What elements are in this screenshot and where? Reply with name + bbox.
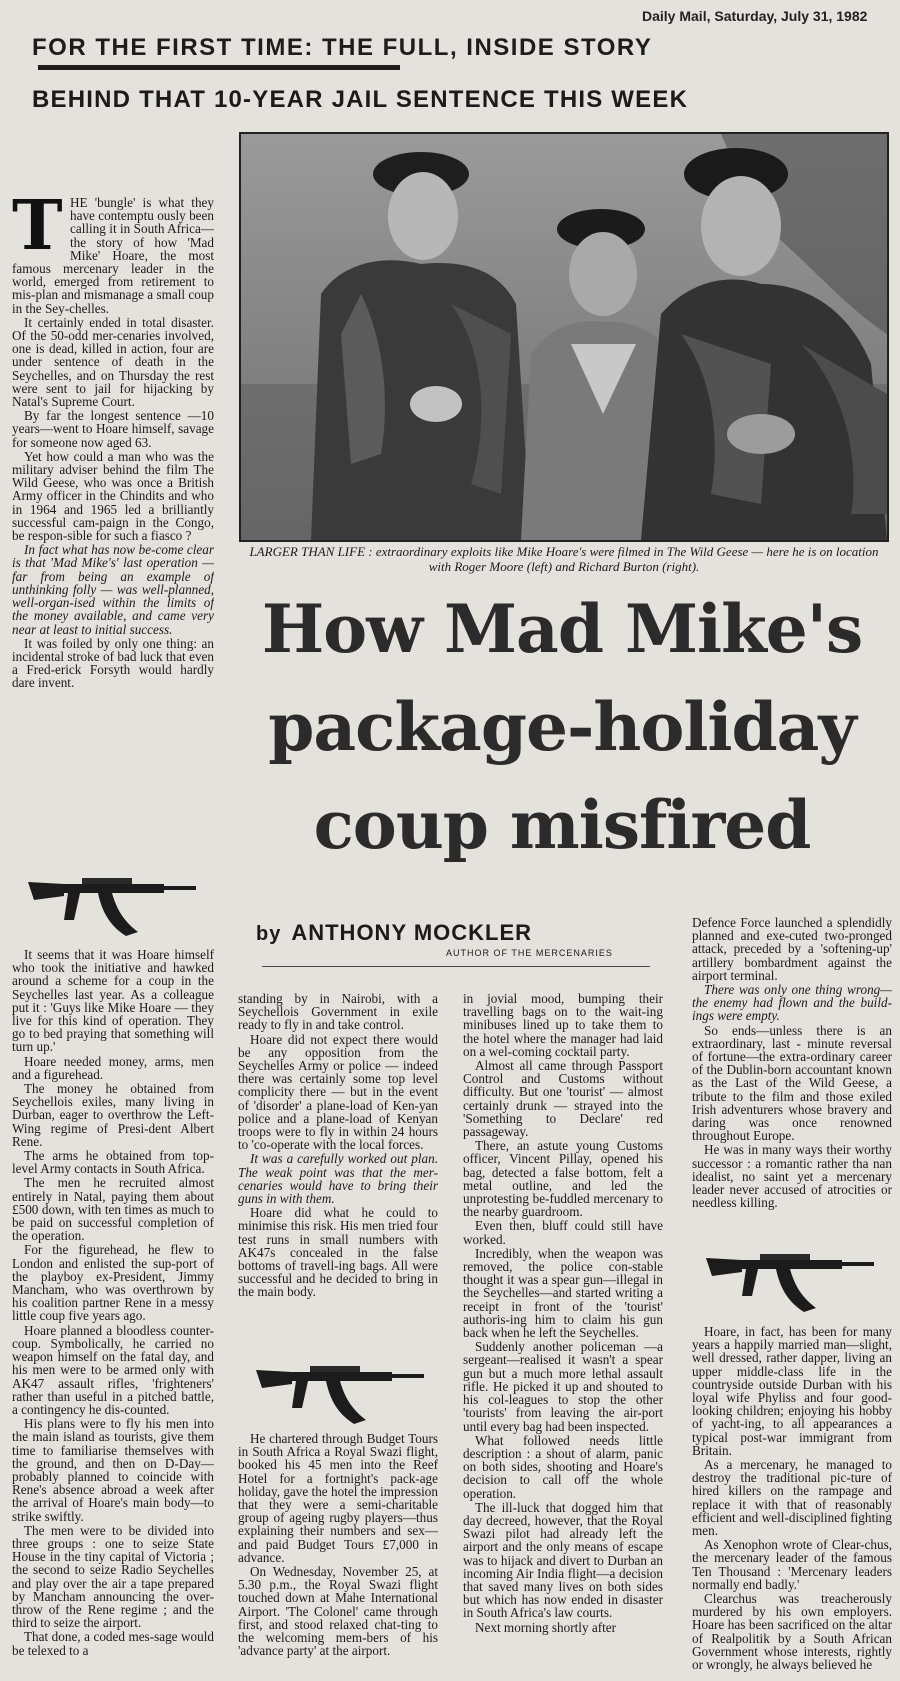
paragraph: As Xenophon wrote of Clear-chus, the mercenary leader of the famous Ten Thousand : 'Mercenary leaders normally end badly.' (692, 1537, 892, 1592)
byline-role: AUTHOR OF THE MERCENARIES (446, 948, 613, 958)
paragraph: Hoare needed money, arms, men and a figurehead. (12, 1053, 214, 1082)
paragraph: Clearchus was treacherously murdered by his own employers. Hoare has been sacrificed on the altar of Realpolitik by a South African Government whose interests, rightly or wrongly, he always believed he (692, 1591, 892, 1673)
headline-line-1: How Mad Mike's (261, 590, 863, 668)
column-2-bottom (238, 1432, 438, 1681)
paragraph: The men he recruited almost entirely in Natal, paying them about £500 down, with ten times as much to be paid on successful completion of the operation. (12, 1175, 214, 1244)
rifle-icon (256, 1350, 426, 1430)
paragraph: It seems that it was Hoare himself who took the initiative and hawked around a scheme for a coup in the Seychelles last year. As a colleague put it : 'Guys like Mike Hoare — they live for this kind of operation. They go to bed praying that something will turn up.' (12, 948, 214, 1055)
paragraph: As a mercenary, he managed to destroy the traditional pic-ture of hired killers on the rampage and replace it with that of reasonably efficient and well-disciplined fighting men. (692, 1457, 892, 1539)
column-4-bottom (692, 1325, 892, 1681)
paragraph: Almost all came through Passport Control and Customs without difficulty. But one 'tourist' — almost certainly drunk — strayed into the 'Something to Declare' red passageway. (463, 1058, 663, 1140)
column-2-top (238, 992, 438, 1338)
byline (256, 920, 532, 946)
column-3 (463, 992, 663, 1681)
dateline: Daily Mail, Saturday, July 31, 1982 (642, 8, 868, 24)
paragraph: Hoare did what he could to minimise this risk. His men tried four test runs in small numbers with AK47s concealed in the false bottoms of travell-ing bags. All were successful and he decided to bring in the main body. (238, 1205, 438, 1300)
column-4-top (692, 916, 892, 1236)
paragraph: Incredibly, when the weapon was removed, the police con-stable thought it was a spear gun—illegal in the Seychelles—and started writing a receipt in front of the 'tourist' authoris-ing him to claim his gun back when he left the Seychelles. (463, 1245, 663, 1341)
headline-line-3: coup misfired (313, 786, 811, 864)
paragraph: Yet how could a man who was the military adviser behind the film The Wild Geese, who was once a British Army officer in the Chindits and who in 1964 and 1965 led a brilliantly successful cam-paign in the Congo, be respon-sible for such a fiasco ? (12, 448, 214, 544)
paragraph: What followed needs little description : a shout of alarm, panic on both sides, shooting and Hoare's decision to call off the whole operation. (463, 1432, 663, 1501)
paragraph: The ill-luck that dogged him that day decreed, however, that the Royal Swazi pilot had already left the airport and the only means of escape was to hijack and divert to Durban an incoming Air India flight—a decision that saved many lives on both sides but which has now ended in disaster in South Africa's law courts. (463, 1499, 663, 1621)
paragraph-italic: It was a carefully worked out plan. The weak point was that the mer-cenaries would have to bring their guns in with them. (238, 1151, 438, 1207)
paragraph: He was in many ways their worthy successor : a romantic rather tha nan idealist, no saint yet a mercenary leader never accused of atrocities or needless killing. (692, 1142, 892, 1211)
rifle-icon (706, 1238, 876, 1318)
paragraph: His plans were to fly his men into the main island as tourists, give them time to familiarise themselves with the ground, and then on D-Day—probably planned to coincide with Rene's absence abroad a week after the arrival of Hoare's main body—to strike swiftly. (12, 1416, 214, 1524)
paragraph: Hoare, in fact, has been for many years a happily married man—slight, well dressed, rather dapper, living an upper middle-class life in the countryside outside Durban with his loyal wife Phyliss and four good-looking children; enjoying his hobby of yacht-ing, to all appearances a typical post-war immigrant from Britain. (692, 1325, 892, 1458)
headline-line-2: package-holiday (268, 688, 856, 766)
lead-text: HE 'bungle' is what they have contemptu ously been calling it in South Africa—the story of how 'Mad Mike' Hoare, the most famous mercenary leader in the world, emerged from retirement to mis-plan and mismanage a small coup in the Sey-chelles. (12, 196, 214, 316)
main-headline (226, 580, 898, 874)
paragraph: It certainly ended in total disaster. Of the 50-odd mer-cenaries involved, one is dead, killed in action, four are under sentence of death in the Seychelles, and on Thursday the rest were sent to jail for hijacking by Natal's Supreme Court. (12, 314, 214, 410)
article-photo (239, 132, 889, 542)
kicker-underline (38, 65, 400, 70)
kicker-headline: FOR THE FIRST TIME: THE FULL, INSIDE STORY (32, 34, 653, 61)
photo-caption: LARGER THAN LIFE : extraordinary exploits like Mike Hoare's were filmed in The Wild Geese — here he is on location with Roger Moore (left) and Richard Burton (right). (249, 544, 879, 574)
byline-by: by (256, 923, 282, 945)
paragraph (12, 196, 214, 315)
paragraph: So ends—unless there is an extraordinary, last - minute reversal of fortune—the extra-ordinary career of the Dublin-born accountant known as the Last of the Wild Geese, a tribute to the film and those exiled Irish adventurers whose bravery and daring was once renowned throughout Europe. (692, 1022, 892, 1144)
paragraph: The arms he obtained from top-level Army contacts in South Africa. (12, 1148, 214, 1177)
paragraph: On Wednesday, November 25, at 5.30 p.m., the Royal Swazi flight touched down at Mahe International Airport. 'The Colonel' came through first, and stood relaxed chat-ting to the welcoming mem-bers of his 'advance party' at the airport. (238, 1564, 438, 1659)
paragraph: Hoare planned a bloodless counter-coup. Symbolically, he carried no weapon himself on the fatal day, and his men were to be armed only with AK47 assault rifles, 'frighteners' rather than useful in a pitched battle, a contingency he dis-counted. (12, 1322, 214, 1417)
paragraph: By far the longest sentence —10 years—went to Hoare himself, savage for someone now aged 63. (12, 408, 214, 450)
column-1-top (12, 196, 214, 861)
drop-cap: T (12, 196, 63, 266)
byline-rule (262, 966, 650, 967)
column-1-bottom (12, 948, 214, 1681)
rifle-icon (28, 862, 198, 942)
sub-kicker-headline: BEHIND THAT 10-YEAR JAIL SENTENCE THIS WEEK (32, 86, 689, 113)
paragraph: The money he obtained from Seychellois exiles, many living in Durban, eager to overthrow the Left-Wing regime of Presi-dent Albert Rene. (12, 1081, 214, 1149)
paragraph: For the figurehead, he flew to London and enlisted the sup-port of the playboy ex-President, Jimmy Mancham, who was overthrown by his coalition partner Rene in a messy little coup five years ago. (12, 1242, 214, 1324)
paragraph-italic: In fact what has now be-come clear is that 'Mad Mike's' last operation — far from being an example of unthinking folly — was well-planned, well-organ-ised within the limits of the money available, and came very near at least to initial success. (12, 542, 214, 637)
byline-author: ANTHONY MOCKLER (291, 920, 533, 945)
paragraph: That done, a coded mes-sage would be telexed to a (12, 1629, 214, 1658)
paragraph: He chartered through Budget Tours in South Africa a Royal Swazi flight, booked his 45 men into the Reef Hotel for a fortnight's pack-age holiday, gave the hotel the impression that they were a semi-charitable group of ageing rugby players—thus explaining their numbers and sex—and paid Budget Tours £7,000 in advance. (238, 1432, 438, 1565)
paragraph: It was foiled by only one thing: an incidental stroke of bad luck that even a Fred-erick Forsyth would hardly dare invent. (12, 635, 214, 691)
paragraph: Defence Force launched a splendidly planned and exe-cuted two-pronged attack, preceded by a 'softening-up' artillery bombardment against the airport terminal. (692, 916, 892, 983)
paragraph: Suddenly another policeman —a sergeant—realised it wasn't a spear gun but a much more lethal assault rifle. He picked it up and shouted to his col-leagues to stop the other 'tourists' from leaving the air-port until every bag had been inspected. (463, 1339, 663, 1434)
paragraph: Even then, bluff could still have worked. (463, 1218, 663, 1247)
paragraph-italic: There was only one thing wrong—the enemy had flown and the build-ings were empty. (692, 982, 892, 1024)
paragraph: Hoare did not expect there would be any opposition from the Seychelles Army or police — indeed there was certainly some top level complicity there — but in the event of 'disorder' a plane-load of Ken-yan police and a plane-load of Kenyan troops were to fly in within 24 hours to 'co-operate with the local forces. (238, 1031, 438, 1153)
paragraph: standing by in Nairobi, with a Seychellois Government in exile ready to fly in and take control. (238, 992, 438, 1033)
paragraph: The men were to be divided into three groups : one to seize State House in the tiny capital of Victoria ; the second to seize Radio Seychelles and play over the air a tape prepared by Mancham announcing the over-throw of the Rene regime ; and the third to seize the airport. (12, 1522, 214, 1631)
paragraph: There, an astute young Customs officer, Vincent Pillay, opened his bag, detected a false bottom, felt a metal outline, and led the unprotesting be-fuddled mercenary to the nearby guardroom. (463, 1138, 663, 1220)
photo-illustration (241, 134, 887, 540)
paragraph: in jovial mood, bumping their travelling bags on to the wait-ing minibuses lined up to take them to the hotel where the manager had laid on a wel-coming cocktail party. (463, 992, 663, 1059)
paragraph: Next morning shortly after (475, 1619, 616, 1635)
